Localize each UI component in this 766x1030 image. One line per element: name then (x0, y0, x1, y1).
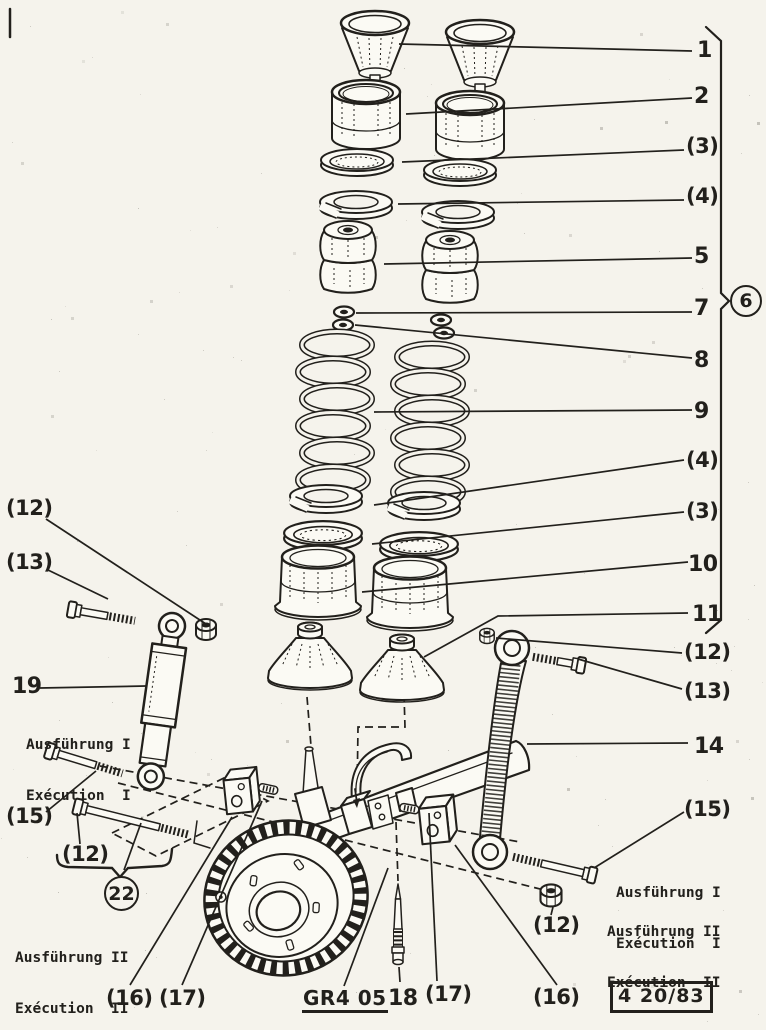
callout-14: 14 (694, 734, 724, 759)
variant-line: Exécution I (26, 788, 131, 804)
bell-buffers-item11 (268, 623, 444, 703)
callout-5: 5 (694, 244, 709, 269)
callout-16-bottom-left: (16) (106, 986, 153, 1010)
callout-16-bottom-right: (16) (533, 985, 580, 1009)
callout-3-mid: (3) (686, 499, 719, 523)
callout-9: 9 (694, 399, 709, 424)
stud-item18 (392, 884, 404, 965)
callout-22-circled: 22 (104, 876, 139, 911)
callout-18: 18 (388, 986, 418, 1011)
callout-13-right: (13) (684, 679, 731, 703)
page-code-box: 4 20/83 (610, 981, 713, 1013)
callout-10: 10 (688, 552, 718, 577)
variant-line: Exécution II (607, 975, 721, 991)
callout-12-left: (12) (6, 496, 53, 520)
bolt-15-right (510, 849, 597, 884)
shock-absorber-item19 (132, 611, 190, 792)
callout-11: 11 (692, 602, 722, 627)
leader-lines (40, 44, 692, 986)
callout-15-right: (15) (684, 797, 731, 821)
variant-line: Exécution I (616, 936, 721, 952)
callout-17-bottom-center: (17) (425, 982, 472, 1006)
lower-cups-item10 (275, 546, 453, 632)
variant-line: Ausführung II (607, 924, 721, 940)
axle-spike-and-base (295, 747, 331, 828)
bolt-13-left (67, 601, 137, 629)
variant-text-left-1 (26, 703, 131, 839)
bracket-plate (368, 795, 393, 829)
callout-2: 2 (694, 84, 709, 109)
callout-12-right: (12) (684, 640, 731, 664)
variant-line: Ausführung I (616, 885, 721, 901)
variant-line: Ausführung II (15, 950, 129, 966)
variant-text-left-2 (15, 916, 129, 1030)
group-bracket (706, 27, 729, 633)
bolt-13-right (530, 649, 586, 674)
coil-springs-item9 (298, 332, 467, 506)
callout-12-right-nut: (12) (533, 913, 580, 937)
callout-4-mid: (4) (686, 448, 719, 472)
callout-1: 1 (697, 38, 712, 63)
cup-bushings-item2 (332, 80, 504, 160)
variant-line: Ausführung I (26, 737, 131, 753)
ghost-plate-corner (194, 821, 210, 848)
callout-15-left: (15) (6, 804, 53, 828)
callout-8: 8 (694, 348, 709, 373)
callout-13-left: (13) (6, 550, 53, 574)
callout-12-left-bottom: (12) (62, 842, 109, 866)
variant-line: Exécution II (15, 1001, 129, 1017)
callout-3-top: (3) (686, 134, 719, 158)
callout-7: 7 (694, 296, 709, 321)
callout-17-bottom-left: (17) (159, 986, 206, 1010)
part-group-code: GR4 05 (302, 988, 388, 1013)
lower-split-rings-item4 (290, 485, 460, 520)
callout-6-circled: 6 (730, 285, 762, 317)
callout-4-top: (4) (686, 184, 719, 208)
callout-19: 19 (12, 674, 42, 699)
